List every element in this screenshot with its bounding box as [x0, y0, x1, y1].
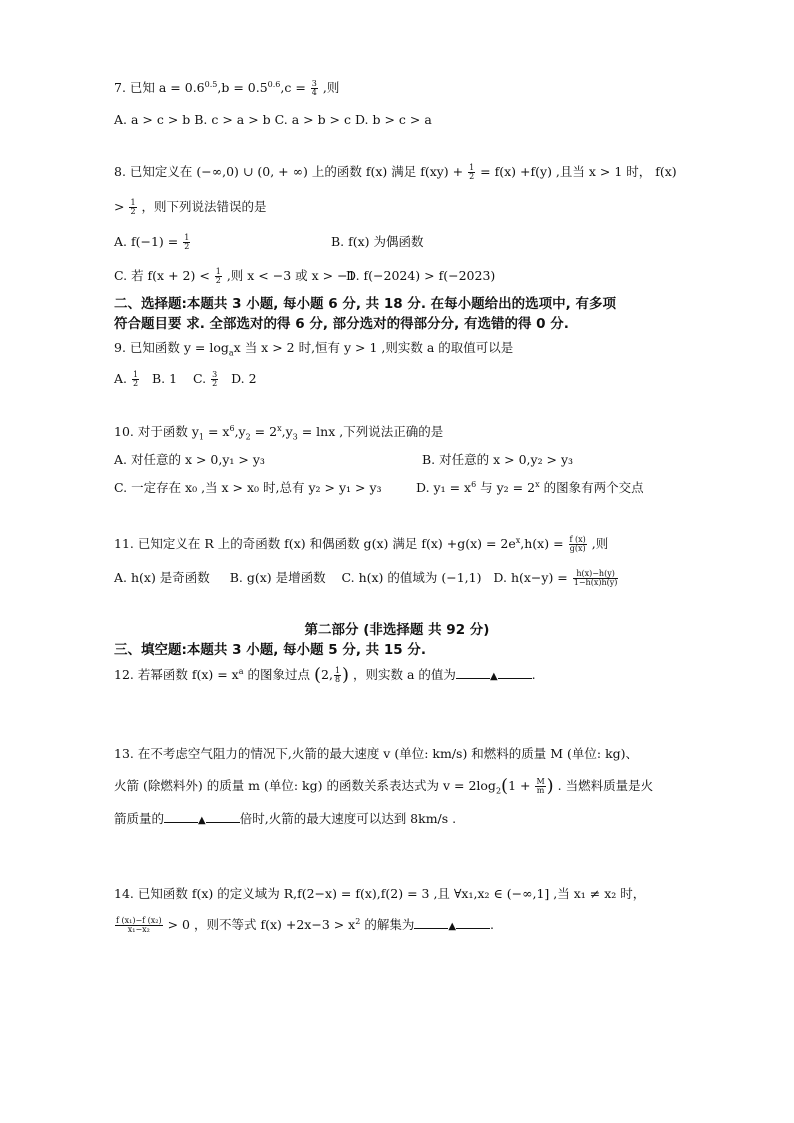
q14-line2: $\frac{\text{f (x₁)−f (x₂)}}{\text{x₁−x₂}}$ > 0 ，则不等式 $f(x) +2x-3 > x^2$ 的解集为 ▲ .	[116, 916, 495, 934]
section2-heading-line2: 符合题目要 求. 全部选对的得 6 分, 部分选对的得部分分, 有选错的得 0 分.	[114, 316, 569, 332]
q12-answer-blank[interactable]	[456, 666, 490, 679]
q7-fraction: $\frac{3}{4}$	[311, 79, 317, 97]
q10-option-a: A. 对任意的 x > 0,y₁ > y₃	[114, 452, 265, 467]
q8-stem-line2: > $\frac{1}{2}$ ，则下列说法错误的是	[114, 198, 267, 216]
q8-option-a: A. f(−1) = $\frac{1}{2}$	[114, 233, 190, 251]
q8-option-c: C. 若 f(x + 2) < $\frac{1}{2}$ ,则 x < −3 或 x > −1	[114, 267, 356, 285]
section2-heading-line1: 二、选择题:本题共 3 小题, 每小题 6 分, 共 18 分. 在每小题给出的选项中, 有多项	[114, 296, 616, 312]
q11-stem: 11. 已知定义在 R 上的奇函数 f(x) 和偶函数 g(x) 满足 $f(x) +g(x) = 2e^x,h(x)$ = $\frac{f (x)}{g(x)}$ ,则	[114, 535, 609, 553]
part2-title: 第二部分 (非选择题 共 92 分)	[304, 622, 490, 638]
q7-stem: 7. 已知 $a = 0.6^{0.5},b = 0.5^{0.6},c$ = $\frac{3}{4}$ ,则	[114, 79, 340, 97]
q10-option-d: D. $y_1 = x^6$ 与 $y_2 = 2^x$ 的图象有两个交点	[416, 479, 644, 495]
q10-option-b: B. 对任意的 x > 0,y₂ > y₃	[422, 452, 574, 467]
q8-stem-line1: 8. 已知定义在 (−∞,0) ∪ (0, + ∞) 上的函数 f(x) 满足 f(xy) + $\frac{1}{2}$ = f(x) +f(y) ,且当 x > 1 时， f(x)	[114, 163, 677, 181]
q10-stem: 10. 对于函数 $y_1 = x^6,y_2 = 2^x,y_3 = \ln x$ ,下列说法正确的是	[114, 423, 444, 442]
q9-stem: 9. 已知函数 $y = \log_ax$ 当 x > 2 时,恒有 y > 1 ,则实数 a 的取值可以是	[114, 340, 514, 358]
q8-half: $\frac{1}{2}$	[469, 163, 475, 181]
q9-options: A. $\frac{1}{2}$ B. 1 C. $\frac{3}{2}$ D. 2	[114, 370, 257, 388]
q8-option-d: D. f(−2024) > f(−2023)	[346, 268, 496, 283]
q7-options: A. a > c > b B. c > a > b C. a > b > c D. b > c > a	[114, 112, 432, 127]
q13-line3: 箭质量的 ▲ 倍时,火箭的最大速度可以达到 8km/s .	[114, 811, 457, 826]
q8-option-b: B. f(x) 为偶函数	[331, 234, 424, 249]
section3-heading: 三、填空题:本题共 3 小题, 每小题 5 分, 共 15 分.	[114, 642, 426, 658]
q14-line1: 14. 已知函数 f(x) 的定义域为 R,f(2−x) = f(x),f(2) = 3 ,且 ∀x₁,x₂ ∈ (−∞,1] ,当 x₁ ≠ x₂ 时，	[114, 886, 646, 901]
q10-option-c: C. 一定存在 x₀ ,当 x > x₀ 时,总有 y₂ > y₁ > y₃	[114, 480, 382, 495]
q12-stem: 12. 若幂函数 $f(x) = x^a$ 的图象过点 (2, $\frac{1}{8}$ ) ，则实数 a 的值为 ▲ .	[114, 664, 536, 686]
q14-answer-blank[interactable]	[414, 916, 448, 929]
q11-options: A. h(x) 是奇函数 B. g(x) 是增函数 C. h(x) 的值域为 (−1,1) D. h(x−y) = $\frac{h(x)-h(y)}{1-h(x)h(y)}$	[114, 569, 618, 587]
q13-line1: 13. 在不考虑空气阻力的情况下,火箭的最大速度 v (单位: km/s) 和燃料的质量 M (单位: kg)、	[114, 746, 639, 761]
q13-line2: 火箭 (除燃料外) 的质量 m (单位: kg) 的函数关系表达式为 $v = 2\log_2(1$ + $\frac{M}{m}$ ) . 当燃料质量是火	[114, 775, 654, 797]
q13-answer-blank[interactable]	[164, 810, 198, 823]
